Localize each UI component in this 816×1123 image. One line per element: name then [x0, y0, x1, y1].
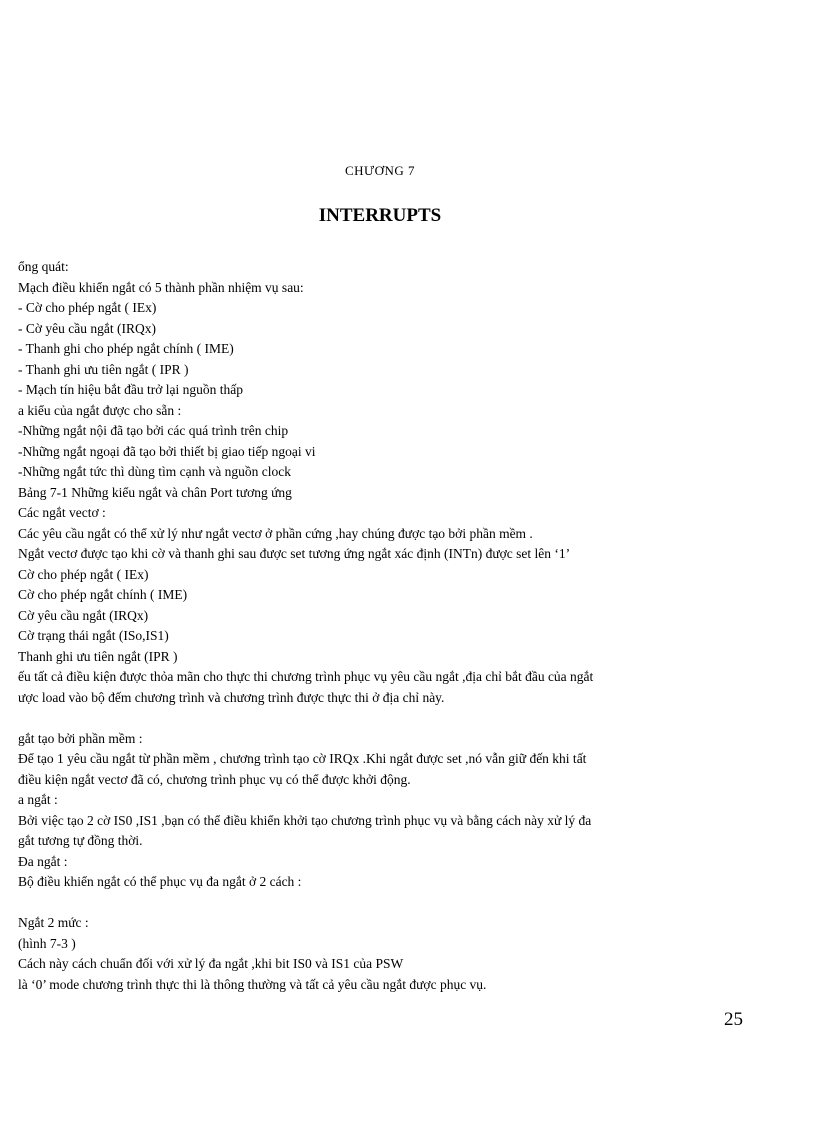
text-line: Cờ trạng thái ngắt (ISo,IS1)	[18, 628, 169, 643]
text-line: Các yêu cầu ngắt có thể xử lý như ngắt vectơ ở phần cứng ,hay chúng được tạo bởi phần mềm .	[18, 526, 533, 541]
text-line: - Cờ yêu cầu ngắt (IRQx)	[18, 321, 156, 336]
text-line: ược load vào bộ đếm chương trình và chương trình được thực thi ở địa chỉ này.	[18, 690, 445, 705]
text-line: Cờ cho phép ngắt ( IEx)	[18, 567, 149, 582]
text-line: (hình 7-3 )	[18, 936, 76, 951]
text-line: Bởi việc tạo 2 cờ IS0 ,IS1 ,bạn có thể điều khiển khởi tạo chương trình phục vụ và bằng cách này xử lý đa	[18, 813, 592, 828]
text-line: - Thanh ghi ưu tiên ngắt ( IPR )	[18, 362, 189, 377]
page-title: INTERRUPTS	[318, 205, 442, 226]
text-line: -Những ngắt ngoại đã tạo bởi thiết bị giao tiếp ngoại vi	[18, 444, 316, 459]
text-line: Mạch điều khiển ngắt có 5 thành phần nhiệm vụ sau:	[18, 280, 304, 295]
text-line: a ngắt :	[18, 792, 58, 807]
text-line: Ngắt 2 mức :	[18, 915, 89, 930]
text-line: Đa ngắt :	[18, 854, 68, 869]
text-line: - Mạch tín hiệu bắt đầu trở lại nguồn thấp	[18, 382, 243, 397]
text-line: gắt tạo bởi phần mềm :	[18, 731, 143, 746]
text-line: Ngắt vectơ được tạo khi cờ và thanh ghi sau được set tương ứng ngắt xác định (INTn) được set lên ‘1’	[18, 546, 571, 561]
text-line: Cờ yêu cầu ngắt (IRQx)	[18, 608, 149, 623]
text-line: là ‘0’ mode chương trình thực thi là thông thường và tất cả yêu cầu ngắt được phục vụ.	[18, 977, 487, 992]
text-line: ếu tất cả điều kiện được thỏa mãn cho thực thi chương trình phục vụ yêu cầu ngắt ,địa chỉ bắt đầu của ngắt	[18, 669, 594, 684]
text-line: -Những ngắt nội đã tạo bởi các quá trình trên chip	[18, 423, 289, 438]
text-line: - Thanh ghi cho phép ngắt chính ( IME)	[18, 341, 234, 356]
text-line: Cách này cách chuẩn đối với xử lý đa ngắt ,khi bit IS0 và IS1 của PSW	[18, 956, 404, 971]
text-line: - Cờ cho phép ngắt ( IEx)	[18, 300, 157, 315]
table-caption: Bảng 7-1 Những kiểu ngắt và chân Port tương ứng	[18, 485, 292, 500]
text-line: Các ngắt vectơ :	[18, 505, 106, 520]
text-line: -Những ngắt tức thì dùng tìm cạnh và nguồn clock	[18, 464, 291, 479]
text-line: Để tạo 1 yêu cầu ngắt từ phần mềm , chương trình tạo cờ IRQx .Khi ngắt được set ,nó vẫn giữ đến khi tất	[18, 751, 587, 766]
text-line: a kiểu của ngắt được cho sẵn :	[18, 403, 182, 418]
text-line: điều kiện ngắt vectơ đã có, chương trình phục vụ có thể được khởi động.	[18, 772, 411, 787]
page-number: 25	[724, 1009, 743, 1030]
text-line: gắt tương tự đồng thời.	[18, 833, 143, 848]
chapter-heading: CHƯƠNG 7	[344, 163, 416, 178]
text-line: Thanh ghi ưu tiên ngắt (IPR )	[18, 649, 178, 664]
text-line: Bộ điều khiển ngắt có thể phục vụ đa ngắt ở 2 cách :	[18, 874, 302, 889]
text-line: ổng quát:	[18, 259, 69, 274]
text-line: Cờ cho phép ngắt chính ( IME)	[18, 587, 188, 602]
